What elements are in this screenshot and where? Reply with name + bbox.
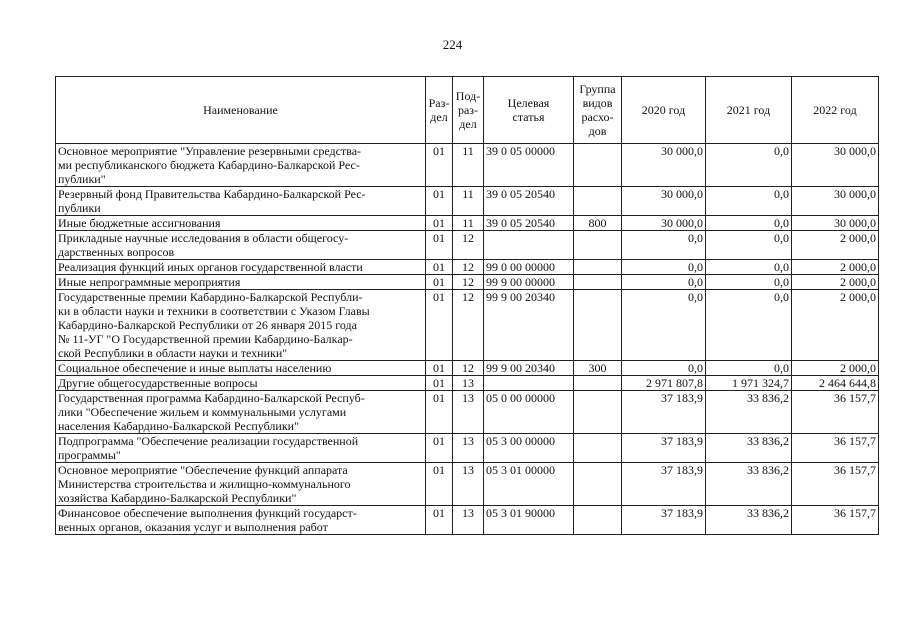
col-header-group: Группа видов расхо- дов [574,77,622,144]
row-name: Государственные премии Кабардино-Балкарской Республи- ки в области науки и техники в соответствии с Указом Главы Кабардино-Балкарской Республики от 26 января 2015 года № 11-УГ "О Государственной премии Кабардино-Балкар- ской Республики в области науки и техники" [56,290,426,361]
row-amount-2021: 0,0 [706,275,792,290]
row-section: 01 [426,361,453,376]
col-header-name: Наименование [56,77,426,144]
row-expense-group [574,391,622,434]
row-amount-2021: 0,0 [706,187,792,216]
row-subsection: 12 [453,361,484,376]
row-amount-2021: 0,0 [706,144,792,187]
row-section: 01 [426,391,453,434]
row-subsection: 12 [453,231,484,260]
row-amount-2021: 0,0 [706,361,792,376]
row-subsection: 13 [453,506,484,535]
row-amount-2020: 37 183,9 [622,434,706,463]
col-header-2021: 2021 год [706,77,792,144]
row-amount-2020: 30 000,0 [622,216,706,231]
row-amount-2021: 0,0 [706,231,792,260]
row-target-article: 99 9 00 20340 [484,361,574,376]
row-section: 01 [426,434,453,463]
row-amount-2022: 2 000,0 [792,275,879,290]
row-target-article: 05 3 01 90000 [484,506,574,535]
row-amount-2021: 33 836,2 [706,463,792,506]
row-expense-group [574,376,622,391]
row-section: 01 [426,275,453,290]
row-amount-2021: 1 971 324,7 [706,376,792,391]
row-subsection: 11 [453,187,484,216]
row-amount-2020: 37 183,9 [622,463,706,506]
header-row [56,77,879,144]
table-row [56,144,879,187]
table-row [56,231,879,260]
row-subsection: 12 [453,290,484,361]
table-row [56,506,879,535]
row-name: Финансовое обеспечение выполнения функций государст- венных органов, оказания услуг и выполнения работ [56,506,426,535]
row-subsection: 11 [453,216,484,231]
row-amount-2021: 33 836,2 [706,506,792,535]
row-section: 01 [426,260,453,275]
row-amount-2022: 36 157,7 [792,463,879,506]
row-name: Социальное обеспечение и иные выплаты населению [56,361,426,376]
row-amount-2022: 30 000,0 [792,216,879,231]
row-amount-2022: 2 464 644,8 [792,376,879,391]
row-expense-group [574,231,622,260]
row-expense-group [574,463,622,506]
row-target-article: 39 0 05 00000 [484,144,574,187]
row-amount-2021: 0,0 [706,260,792,275]
row-amount-2020: 30 000,0 [622,144,706,187]
row-target-article: 39 0 05 20540 [484,187,574,216]
row-amount-2020: 37 183,9 [622,506,706,535]
row-amount-2020: 37 183,9 [622,391,706,434]
table-row [56,434,879,463]
row-name: Иные бюджетные ассигнования [56,216,426,231]
row-name: Основное мероприятие "Обеспечение функций аппарата Министерства строительства и жилищно-коммунального хозяйства Кабардино-Балкарской Республики" [56,463,426,506]
row-amount-2022: 2 000,0 [792,361,879,376]
table-row [56,376,879,391]
col-header-target: Целевая статья [484,77,574,144]
row-amount-2021: 0,0 [706,216,792,231]
row-amount-2022: 2 000,0 [792,231,879,260]
row-amount-2022: 2 000,0 [792,260,879,275]
table-row [56,216,879,231]
row-amount-2022: 2 000,0 [792,290,879,361]
row-amount-2020: 0,0 [622,361,706,376]
row-expense-group [574,144,622,187]
row-amount-2022: 36 157,7 [792,434,879,463]
budget-table [55,76,879,535]
row-name: Прикладные научные исследования в области общегосу- дарственных вопросов [56,231,426,260]
row-subsection: 13 [453,434,484,463]
row-expense-group: 300 [574,361,622,376]
row-name: Реализация функций иных органов государственной власти [56,260,426,275]
table-row [56,391,879,434]
row-section: 01 [426,376,453,391]
row-target-article: 05 0 00 00000 [484,391,574,434]
row-expense-group [574,434,622,463]
row-name: Подпрограмма "Обеспечение реализации государственной программы" [56,434,426,463]
table-row [56,260,879,275]
row-expense-group [574,506,622,535]
row-amount-2020: 0,0 [622,290,706,361]
row-amount-2021: 33 836,2 [706,434,792,463]
col-header-2022: 2022 год [792,77,879,144]
row-amount-2021: 0,0 [706,290,792,361]
row-target-article: 99 9 00 00000 [484,275,574,290]
row-target-article [484,231,574,260]
row-amount-2020: 2 971 807,8 [622,376,706,391]
row-amount-2022: 30 000,0 [792,144,879,187]
row-section: 01 [426,463,453,506]
row-name: Другие общегосударственные вопросы [56,376,426,391]
row-amount-2020: 0,0 [622,260,706,275]
row-amount-2020: 0,0 [622,275,706,290]
row-amount-2022: 30 000,0 [792,187,879,216]
row-expense-group [574,260,622,275]
page-number: 224 [442,37,463,52]
row-section: 01 [426,144,453,187]
row-expense-group [574,275,622,290]
row-expense-group [574,187,622,216]
row-expense-group [574,290,622,361]
row-amount-2021: 33 836,2 [706,391,792,434]
row-subsection: 11 [453,144,484,187]
row-target-article: 39 0 05 20540 [484,216,574,231]
table-row [56,463,879,506]
table-body [56,144,879,535]
row-name: Основное мероприятие "Управление резервными средства- ми республиканского бюджета Кабардино-Балкарской Рес- публики" [56,144,426,187]
row-section: 01 [426,290,453,361]
row-target-article: 99 9 00 20340 [484,290,574,361]
table-row [56,361,879,376]
row-target-article: 99 0 00 00000 [484,260,574,275]
row-target-article: 05 3 01 00000 [484,463,574,506]
table-row [56,275,879,290]
row-amount-2022: 36 157,7 [792,506,879,535]
row-amount-2022: 36 157,7 [792,391,879,434]
table-row [56,187,879,216]
row-target-article: 05 3 00 00000 [484,434,574,463]
col-header-section: Раз- дел [426,77,453,144]
row-subsection: 13 [453,376,484,391]
row-subsection: 12 [453,275,484,290]
row-name: Государственная программа Кабардино-Балкарской Респуб- лики "Обеспечение жильем и коммунальными услугами населения Кабардино-Балкарской Республики" [56,391,426,434]
row-subsection: 12 [453,260,484,275]
row-name: Иные непрограммные мероприятия [56,275,426,290]
row-name: Резервный фонд Правительства Кабардино-Балкарской Рес- публики [56,187,426,216]
row-section: 01 [426,231,453,260]
row-subsection: 13 [453,391,484,434]
row-amount-2020: 0,0 [622,231,706,260]
row-section: 01 [426,216,453,231]
table-row [56,290,879,361]
row-amount-2020: 30 000,0 [622,187,706,216]
row-expense-group: 800 [574,216,622,231]
row-target-article [484,376,574,391]
row-section: 01 [426,506,453,535]
row-section: 01 [426,187,453,216]
row-subsection: 13 [453,463,484,506]
col-header-2020: 2020 год [622,77,706,144]
col-header-subsection: Под- раз- дел [453,77,484,144]
